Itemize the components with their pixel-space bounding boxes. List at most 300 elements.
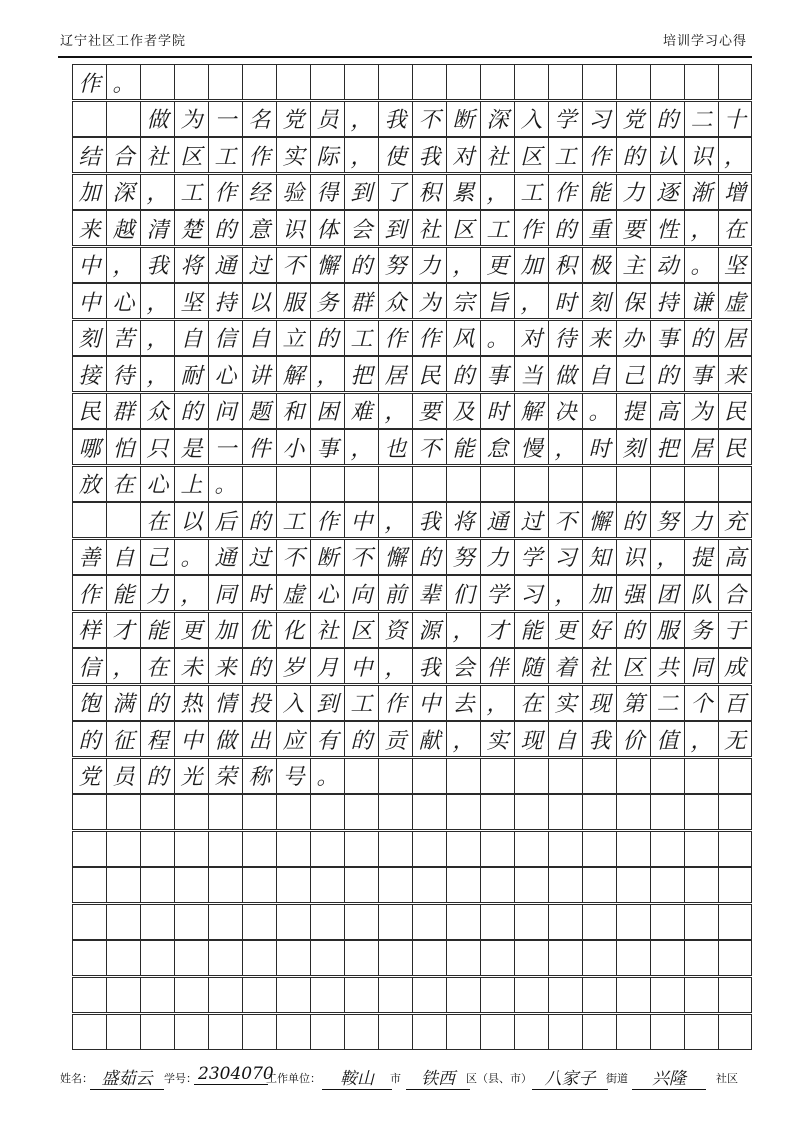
grid-cell	[276, 794, 310, 830]
grid-cell	[446, 940, 480, 976]
grid-cell: 实	[276, 137, 310, 173]
grid-cell	[480, 940, 514, 976]
grid-cell: 后	[208, 502, 242, 538]
grid-cell: 服	[650, 612, 684, 648]
grid-cell: 居	[684, 429, 718, 465]
grid-cell: 的	[650, 101, 684, 137]
grid-cell: 了	[378, 174, 412, 210]
grid-cell: 累	[446, 174, 480, 210]
grid-cell	[446, 64, 480, 100]
grid-cell: 的	[72, 721, 106, 757]
grid-cell: 也	[378, 429, 412, 465]
grid-cell: 一	[208, 101, 242, 137]
grid-cell: 事	[480, 356, 514, 392]
grid-row	[72, 393, 752, 429]
grid-row	[72, 429, 752, 465]
grid-cell: 作	[208, 174, 242, 210]
grid-cell: 学	[548, 101, 582, 137]
grid-cell	[412, 867, 446, 903]
grid-cell	[412, 794, 446, 830]
grid-cell: 心	[310, 575, 344, 611]
grid-cell: 学	[514, 539, 548, 575]
grid-cell: 光	[174, 758, 208, 794]
grid-cell: 区	[514, 137, 548, 173]
grid-cell: 中	[412, 685, 446, 721]
grid-row	[72, 210, 752, 246]
grid-cell: 充	[718, 502, 752, 538]
grid-cell	[480, 758, 514, 794]
grid-cell: ，	[480, 174, 514, 210]
grid-cell	[684, 758, 718, 794]
grid-cell	[310, 794, 344, 830]
grid-cell	[344, 977, 378, 1013]
grid-cell: 实	[548, 685, 582, 721]
grid-row	[72, 575, 752, 611]
grid-row	[72, 612, 752, 648]
grid-cell: ，	[174, 575, 208, 611]
grid-cell	[242, 940, 276, 976]
grid-cell	[106, 904, 140, 940]
grid-cell	[208, 1014, 242, 1050]
grid-cell: 要	[616, 210, 650, 246]
grid-cell	[242, 466, 276, 502]
grid-cell: 作	[582, 137, 616, 173]
grid-cell: 来	[718, 356, 752, 392]
grid-cell: 做	[548, 356, 582, 392]
grid-cell	[412, 64, 446, 100]
grid-cell: 工	[548, 137, 582, 173]
grid-cell: 当	[514, 356, 548, 392]
grid-cell	[174, 904, 208, 940]
grid-cell: 识	[616, 539, 650, 575]
grid-cell	[718, 1014, 752, 1050]
grid-cell	[718, 940, 752, 976]
grid-cell	[616, 904, 650, 940]
grid-cell	[514, 758, 548, 794]
grid-cell: 心	[208, 356, 242, 392]
grid-cell: 。	[480, 320, 514, 356]
grid-cell	[344, 466, 378, 502]
grid-cell	[174, 867, 208, 903]
grid-cell: 作	[72, 575, 106, 611]
grid-cell	[582, 64, 616, 100]
grid-cell: 极	[582, 247, 616, 283]
grid-cell: 区	[446, 210, 480, 246]
community-value: 兴隆	[632, 1064, 706, 1090]
grid-cell	[514, 831, 548, 867]
grid-cell: 在	[140, 502, 174, 538]
grid-cell: 和	[276, 393, 310, 429]
grid-cell: 民	[412, 356, 446, 392]
grid-row	[72, 356, 752, 392]
grid-row	[72, 247, 752, 283]
grid-row	[72, 64, 752, 100]
grid-cell: 价	[616, 721, 650, 757]
grid-cell	[548, 466, 582, 502]
grid-cell	[718, 794, 752, 830]
grid-cell	[242, 1014, 276, 1050]
grid-cell: 及	[446, 393, 480, 429]
grid-cell: 务	[310, 283, 344, 319]
grid-row	[72, 466, 752, 502]
grid-cell: 着	[548, 648, 582, 684]
grid-cell: 。	[174, 539, 208, 575]
grid-cell: 善	[72, 539, 106, 575]
grid-cell: 现	[582, 685, 616, 721]
grid-cell: 积	[548, 247, 582, 283]
grid-cell: 源	[412, 612, 446, 648]
grid-cell: 入	[514, 101, 548, 137]
grid-cell: 中	[72, 283, 106, 319]
grid-cell: 哪	[72, 429, 106, 465]
grid-cell	[72, 867, 106, 903]
grid-cell: 于	[718, 612, 752, 648]
grid-cell	[684, 904, 718, 940]
grid-cell: 习	[582, 101, 616, 137]
grid-cell: 到	[344, 174, 378, 210]
grid-cell: 高	[718, 539, 752, 575]
grid-cell: 的	[344, 247, 378, 283]
grid-cell	[480, 977, 514, 1013]
grid-cell: 的	[616, 502, 650, 538]
grid-cell: 时	[548, 283, 582, 319]
grid-cell	[344, 1014, 378, 1050]
grid-row	[72, 1014, 752, 1050]
grid-cell: ，	[310, 356, 344, 392]
grid-cell: 解	[514, 393, 548, 429]
grid-cell: 务	[684, 612, 718, 648]
grid-cell: 服	[276, 283, 310, 319]
grid-cell	[548, 904, 582, 940]
grid-cell: 渐	[684, 174, 718, 210]
grid-cell: 在	[106, 466, 140, 502]
grid-cell: 深	[480, 101, 514, 137]
grid-cell	[446, 904, 480, 940]
grid-cell	[548, 867, 582, 903]
grid-cell	[684, 466, 718, 502]
grid-cell: 现	[514, 721, 548, 757]
district-value: 铁西	[406, 1064, 470, 1090]
grid-cell: 共	[650, 648, 684, 684]
name-label: 姓名：	[60, 1072, 93, 1085]
grid-cell: 会	[446, 648, 480, 684]
grid-cell	[276, 940, 310, 976]
grid-cell: 不	[276, 539, 310, 575]
grid-cell: 居	[378, 356, 412, 392]
grid-row	[72, 758, 752, 794]
grid-cell	[582, 831, 616, 867]
grid-cell	[616, 831, 650, 867]
grid-cell: 会	[344, 210, 378, 246]
grid-cell: 做	[208, 721, 242, 757]
grid-cell: 群	[106, 393, 140, 429]
grid-cell: 贡	[378, 721, 412, 757]
grid-cell	[208, 977, 242, 1013]
grid-cell: 习	[514, 575, 548, 611]
grid-cell: 化	[276, 612, 310, 648]
grid-cell: 认	[650, 137, 684, 173]
grid-cell: 的	[310, 320, 344, 356]
grid-cell: 自	[174, 320, 208, 356]
grid-cell: 加	[208, 612, 242, 648]
grid-cell	[650, 758, 684, 794]
grid-cell	[412, 831, 446, 867]
grid-cell: 们	[446, 575, 480, 611]
grid-cell	[582, 940, 616, 976]
grid-cell: 来	[582, 320, 616, 356]
grid-cell: 我	[412, 648, 446, 684]
grid-cell: 信	[208, 320, 242, 356]
grid-cell: 深	[106, 174, 140, 210]
grid-cell: 上	[174, 466, 208, 502]
grid-cell: 工	[208, 137, 242, 173]
grid-cell: 二	[684, 101, 718, 137]
grid-cell: ，	[140, 320, 174, 356]
grid-cell: 过	[242, 539, 276, 575]
grid-cell	[412, 904, 446, 940]
grid-cell: 坚	[174, 283, 208, 319]
grid-cell	[72, 904, 106, 940]
grid-cell: 岁	[276, 648, 310, 684]
grid-cell	[140, 904, 174, 940]
grid-cell	[548, 794, 582, 830]
grid-cell: 的	[242, 502, 276, 538]
grid-cell: 中	[174, 721, 208, 757]
grid-cell	[718, 758, 752, 794]
grid-cell: 合	[106, 137, 140, 173]
grid-cell: 题	[242, 393, 276, 429]
grid-cell	[446, 758, 480, 794]
grid-cell: ，	[446, 247, 480, 283]
grid-cell: 放	[72, 466, 106, 502]
grid-cell: ，	[344, 137, 378, 173]
grid-cell: 我	[378, 101, 412, 137]
grid-cell	[684, 831, 718, 867]
grid-cell: 十	[718, 101, 752, 137]
grid-cell	[582, 466, 616, 502]
grid-cell: 宗	[446, 283, 480, 319]
grid-cell	[344, 940, 378, 976]
grid-cell: 同	[684, 648, 718, 684]
grid-cell	[684, 64, 718, 100]
grid-cell: 事	[684, 356, 718, 392]
grid-cell	[650, 831, 684, 867]
grid-cell	[276, 466, 310, 502]
grid-row	[72, 320, 752, 356]
grid-cell	[378, 466, 412, 502]
grid-cell: ，	[378, 393, 412, 429]
grid-cell: 时	[242, 575, 276, 611]
grid-cell	[242, 867, 276, 903]
grid-cell: 解	[276, 356, 310, 392]
grid-cell	[106, 794, 140, 830]
grid-cell	[344, 831, 378, 867]
grid-cell	[242, 64, 276, 100]
grid-row	[72, 794, 752, 830]
grid-cell	[480, 64, 514, 100]
grid-cell	[650, 466, 684, 502]
grid-cell: 。	[208, 466, 242, 502]
grid-cell	[480, 867, 514, 903]
grid-cell: 对	[514, 320, 548, 356]
grid-cell	[106, 940, 140, 976]
grid-cell	[378, 977, 412, 1013]
grid-cell: 自	[242, 320, 276, 356]
grid-cell	[276, 64, 310, 100]
city-label: 市	[390, 1072, 401, 1085]
grid-cell: 不	[412, 429, 446, 465]
grid-cell: 结	[72, 137, 106, 173]
grid-cell: 将	[174, 247, 208, 283]
grid-cell	[378, 64, 412, 100]
grid-cell: 学	[480, 575, 514, 611]
grid-cell: 百	[718, 685, 752, 721]
grid-cell	[276, 831, 310, 867]
grid-cell	[310, 940, 344, 976]
grid-cell: ，	[650, 539, 684, 575]
grid-cell: 的	[140, 758, 174, 794]
grid-cell	[650, 1014, 684, 1050]
grid-cell: 在	[718, 210, 752, 246]
grid-cell: 重	[582, 210, 616, 246]
grid-cell: 作	[412, 320, 446, 356]
grid-cell: 积	[412, 174, 446, 210]
grid-cell	[310, 64, 344, 100]
grid-cell	[344, 758, 378, 794]
grid-cell: 努	[650, 502, 684, 538]
header-right-title: 培训学习心得	[662, 34, 747, 49]
grid-cell	[344, 904, 378, 940]
grid-cell: 识	[276, 210, 310, 246]
grid-cell: 更	[174, 612, 208, 648]
grid-cell	[174, 940, 208, 976]
grid-cell: 作	[378, 320, 412, 356]
grid-cell: 风	[446, 320, 480, 356]
grid-cell: 刻	[72, 320, 106, 356]
grid-cell: ，	[344, 429, 378, 465]
id-value: 2304070	[194, 1064, 268, 1085]
grid-cell	[242, 977, 276, 1013]
grid-cell: 成	[718, 648, 752, 684]
grid-cell: 二	[650, 685, 684, 721]
grid-cell: 越	[106, 210, 140, 246]
grid-cell: 工	[480, 210, 514, 246]
grid-cell: ，	[684, 721, 718, 757]
grid-cell	[344, 64, 378, 100]
grid-cell	[208, 794, 242, 830]
grid-cell: 的	[446, 356, 480, 392]
grid-cell: 不	[412, 101, 446, 137]
grid-cell: 提	[616, 393, 650, 429]
grid-cell	[582, 977, 616, 1013]
grid-cell: 只	[140, 429, 174, 465]
grid-cell	[616, 867, 650, 903]
grid-cell	[378, 1014, 412, 1050]
grid-cell	[616, 794, 650, 830]
grid-cell	[514, 940, 548, 976]
grid-cell: 同	[208, 575, 242, 611]
grid-cell	[208, 904, 242, 940]
grid-cell	[582, 1014, 616, 1050]
grid-cell	[548, 940, 582, 976]
grid-cell	[140, 1014, 174, 1050]
header-divider	[58, 56, 752, 58]
grid-cell	[412, 1014, 446, 1050]
grid-cell: 提	[684, 539, 718, 575]
grid-cell	[344, 867, 378, 903]
grid-cell: 党	[276, 101, 310, 137]
grid-cell: 。	[582, 393, 616, 429]
grid-cell: 民	[718, 429, 752, 465]
grid-cell: 刻	[616, 429, 650, 465]
grid-cell	[276, 1014, 310, 1050]
footer-info	[60, 1064, 760, 1088]
grid-cell: 懈	[310, 247, 344, 283]
grid-cell: 工	[174, 174, 208, 210]
grid-cell: 作	[242, 137, 276, 173]
grid-row	[72, 283, 752, 319]
grid-cell: 我	[582, 721, 616, 757]
grid-cell	[718, 64, 752, 100]
grid-cell: 力	[140, 575, 174, 611]
grid-cell: 不	[548, 502, 582, 538]
grid-cell: 努	[446, 539, 480, 575]
grid-cell: 接	[72, 356, 106, 392]
grid-cell: 的	[242, 648, 276, 684]
grid-cell: 党	[72, 758, 106, 794]
grid-cell: 问	[208, 393, 242, 429]
grid-cell: 有	[310, 721, 344, 757]
grid-cell	[140, 940, 174, 976]
grid-cell: ，	[514, 283, 548, 319]
grid-cell: 实	[480, 721, 514, 757]
grid-cell: 断	[310, 539, 344, 575]
grid-cell	[412, 466, 446, 502]
grid-cell: 中	[344, 502, 378, 538]
grid-cell: ，	[140, 283, 174, 319]
grid-cell	[446, 466, 480, 502]
grid-cell: 的	[344, 721, 378, 757]
grid-cell	[514, 904, 548, 940]
grid-cell: 的	[684, 320, 718, 356]
grid-cell: 情	[208, 685, 242, 721]
grid-cell	[174, 977, 208, 1013]
grid-cell	[650, 904, 684, 940]
grid-cell: 是	[174, 429, 208, 465]
grid-cell: 投	[242, 685, 276, 721]
grid-cell: 的	[140, 685, 174, 721]
grid-cell: 懈	[378, 539, 412, 575]
grid-cell: ，	[106, 247, 140, 283]
grid-cell: 懈	[582, 502, 616, 538]
grid-cell	[106, 867, 140, 903]
grid-cell	[106, 1014, 140, 1050]
grid-cell: 到	[310, 685, 344, 721]
grid-cell	[548, 64, 582, 100]
grid-cell	[310, 1014, 344, 1050]
grid-row	[72, 904, 752, 940]
grid-cell: 得	[310, 174, 344, 210]
grid-cell: 小	[276, 429, 310, 465]
grid-cell: 满	[106, 685, 140, 721]
grid-cell	[208, 940, 242, 976]
grid-cell: 过	[242, 247, 276, 283]
grid-cell: 待	[548, 320, 582, 356]
grid-cell	[446, 977, 480, 1013]
grid-cell	[72, 101, 106, 137]
grid-cell	[174, 64, 208, 100]
grid-cell: 向	[344, 575, 378, 611]
